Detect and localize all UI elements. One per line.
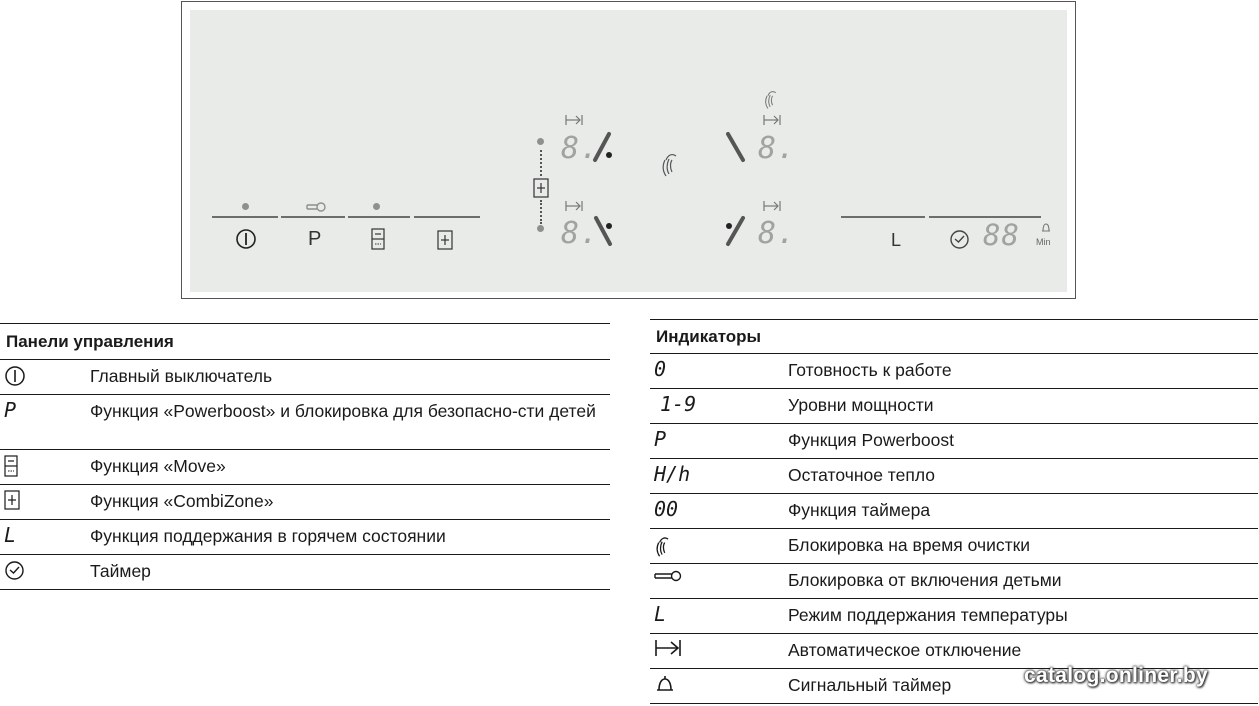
power-icon[interactable]: [235, 228, 257, 250]
combizone-bottom-dot: [537, 225, 544, 232]
auto-off-icon: [565, 200, 583, 212]
combizone-indicator-icon: [533, 178, 549, 198]
move-button-line: [348, 216, 410, 218]
wipe-lock-icon: [763, 88, 779, 110]
table-row: [650, 493, 1258, 528]
move-indicator-dot: [373, 203, 380, 210]
auto-off-icon: [763, 114, 781, 126]
row-symbol: [650, 459, 788, 493]
row-symbol: [650, 529, 788, 563]
bell-icon: [1040, 221, 1052, 233]
row-text: Функция таймера: [788, 500, 931, 520]
levels-symbol: 1-9: [660, 392, 697, 416]
row-text: Блокировка на время очистки: [788, 535, 1031, 555]
row-symbol: [0, 555, 90, 589]
indicators-title: Индикаторы: [650, 319, 1258, 353]
power-icon: [4, 365, 26, 387]
table-row: [650, 458, 1258, 493]
combizone-icon[interactable]: [437, 230, 453, 250]
row-symbol: [650, 669, 788, 703]
row-text: Функция «Powerboost» и блокировка для безопасно-сти детей: [90, 401, 596, 421]
row-symbol: [650, 599, 788, 633]
zero-symbol: 0: [654, 357, 667, 381]
keep-warm-button-line: [841, 216, 925, 218]
auto-off-icon: [654, 639, 682, 657]
zone-front-left-slider[interactable]: [592, 130, 616, 164]
p-symbol: P: [654, 427, 667, 451]
row-symbol: [0, 395, 90, 449]
table-bottom-rule: [0, 589, 610, 590]
row-symbol: [0, 485, 90, 519]
timer-icon: [4, 560, 25, 581]
key-icon: [654, 569, 682, 583]
table-row: [0, 484, 610, 519]
l-symbol: L: [4, 523, 17, 547]
control-panels-table: [0, 323, 610, 590]
row-text: Режим поддержания температуры: [788, 605, 1068, 625]
l-symbol: L: [654, 602, 667, 626]
row-text: Главный выключатель: [90, 366, 273, 386]
row-text: Функция «Move»: [90, 456, 226, 476]
combizone-dotted-line: [540, 150, 542, 176]
row-symbol: [650, 389, 788, 423]
zone-rear-left-slider[interactable]: [592, 214, 616, 248]
row-symbol: [650, 424, 788, 458]
table-row: [650, 388, 1258, 423]
p-symbol: P: [4, 398, 17, 422]
wipe-lock-icon[interactable]: [660, 150, 680, 178]
row-text: Функция Powerboost: [788, 430, 954, 450]
key-icon: [306, 200, 326, 214]
p-button-line: [281, 216, 345, 218]
keep-warm-button[interactable]: L: [891, 230, 902, 250]
table-row: [0, 554, 610, 589]
table-row: [650, 528, 1258, 563]
row-text: Готовность к работе: [788, 360, 952, 380]
residual-heat-symbol: H/h: [654, 462, 691, 486]
row-symbol: [0, 450, 90, 484]
control-panels-title: Панели управления: [0, 323, 610, 359]
row-symbol: [650, 494, 788, 528]
combizone-button-line: [414, 216, 480, 218]
combizone-dotted-line-lower: [540, 200, 542, 224]
zone-front-right-display: 8.: [758, 131, 797, 166]
table-row: [650, 353, 1258, 388]
timer-digits-symbol: 00: [654, 497, 679, 521]
auto-off-icon: [565, 114, 583, 126]
row-text: Таймер: [90, 561, 151, 581]
row-text: Остаточное тепло: [788, 465, 935, 485]
bell-icon: [654, 674, 676, 694]
watermark: catalog.onliner.by: [1024, 664, 1208, 687]
zone-front-right-slider[interactable]: [722, 130, 748, 164]
table-row: [0, 394, 610, 449]
combizone-top-dot: [537, 138, 544, 145]
row-text: Уровни мощности: [788, 395, 934, 415]
row-symbol: [650, 564, 788, 598]
power-button-line: [212, 216, 278, 218]
row-text: Блокировка от включения детьми: [788, 570, 1062, 590]
control-panel-surface: [190, 10, 1067, 292]
table-bottom-rule: [650, 703, 1258, 704]
table-row: [650, 423, 1258, 458]
row-symbol: [0, 360, 90, 394]
table-row: [0, 519, 610, 554]
wipe-lock-icon: [654, 534, 672, 558]
table-row: [0, 449, 610, 484]
combizone-icon: [4, 490, 20, 510]
row-symbol: [0, 520, 90, 554]
row-text: Сигнальный таймер: [788, 675, 952, 695]
timer-display: 88: [983, 218, 1020, 252]
zone-rear-right-display: 8.: [758, 216, 797, 251]
powerboost-button[interactable]: P: [308, 228, 322, 250]
indicators-table: [650, 319, 1258, 704]
row-text: Функция «CombiZone»: [90, 491, 274, 511]
zone-front-left-display: 8.: [561, 131, 600, 166]
zone-rear-right-slider[interactable]: [722, 214, 748, 248]
auto-off-icon: [763, 200, 781, 212]
power-indicator-dot: [242, 203, 249, 210]
control-panel-illustration: [181, 1, 1076, 299]
row-text: Функция поддержания в горячем состоянии: [90, 526, 446, 546]
row-symbol: [650, 354, 788, 388]
zone-rear-left-display: 8.: [561, 216, 600, 251]
row-text: Автоматическое отключение: [788, 640, 1022, 660]
min-label: Min: [1036, 237, 1051, 247]
move-icon: [4, 455, 18, 477]
table-row: [650, 563, 1258, 598]
move-icon[interactable]: [371, 228, 385, 250]
timer-icon[interactable]: [949, 229, 970, 250]
row-symbol: [650, 634, 788, 668]
table-row: [650, 633, 1258, 668]
table-row: [0, 359, 610, 394]
table-row: [650, 598, 1258, 633]
